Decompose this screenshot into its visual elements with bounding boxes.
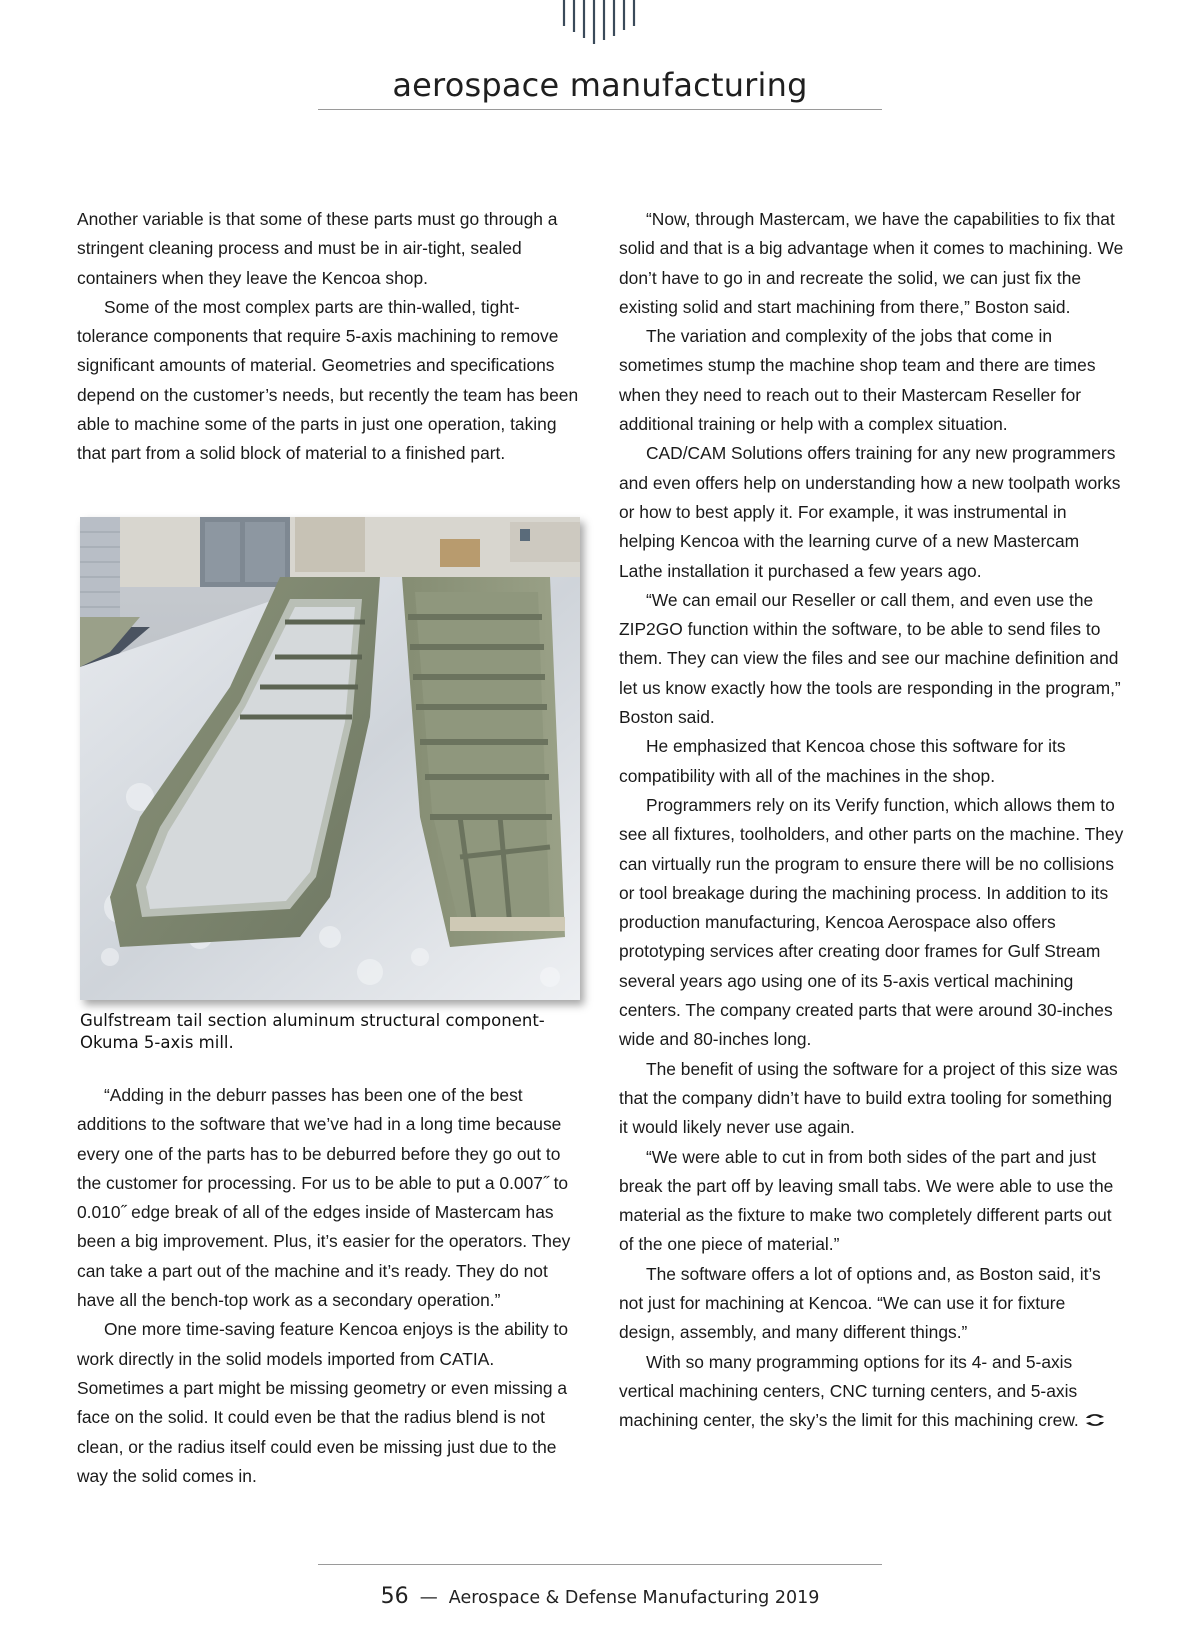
paragraph-text: With so many programming options for its 4- and 5-axis vertical machining centers, CNC turning centers, and 5-axis machining center, the sky’s the limit for this machining crew. xyxy=(619,1351,1079,1431)
left-column-bottom xyxy=(77,1081,582,1491)
right-column xyxy=(619,205,1124,1435)
paragraph: The benefit of using the software for a project of this size was that the company didn’t have to build extra tooling for something it would likely never use again. xyxy=(619,1058,1118,1138)
section-title: aerospace manufacturing xyxy=(392,66,808,104)
paragraph: Some of the most complex parts are thin-walled, tight-tolerance components that require 5-axis machining to remove significant amounts of material. Geometries and specifications depend on the customer’s needs, but recently the team has been able to machine some of the parts in just one operation, taking that part from a solid block of material to a finished part. xyxy=(77,296,579,464)
article-photo xyxy=(80,517,580,1000)
publication-name: Aerospace & Defense Manufacturing 2019 xyxy=(448,1588,820,1608)
end-of-article-icon xyxy=(1083,1412,1107,1428)
paragraph: Programmers rely on its Verify function, which allows them to see all fixtures, toolholders, and other parts on the machine. They can virtually run the program to ensure there will be no collisions or tool breakage during the machining process. In addition to its production manufacturing, Kencoa Aerospace also offers prototyping services after creating door frames for Gulf Stream several years ago using one of its 5-axis vertical machining centers. The company created parts that were around 30-inches wide and 80-inches long. xyxy=(619,794,1124,1050)
page-number: 56 xyxy=(380,1584,409,1609)
paragraph: He emphasized that Kencoa chose this software for its compatibility with all of the machines in the shop. xyxy=(619,736,1066,786)
last-paragraph xyxy=(619,1348,1124,1436)
left-column-top xyxy=(77,205,582,469)
page-footer xyxy=(0,1584,1200,1609)
paragraph: Another variable is that some of these parts must go through a stringent cleaning process and must be in air-tight, sealed containers when they leave the Kencoa shop. xyxy=(77,209,558,288)
footer-divider xyxy=(318,1564,882,1565)
figure-caption: Gulfstream tail section aluminum structural component-Okuma 5-axis mill. xyxy=(80,1011,545,1052)
footer-dash: — xyxy=(419,1587,438,1608)
paragraph: The software offers a lot of options and, as Boston said, it’s not just for machining at Kencoa. “We can use it for fixture design, assembly, and many different things.” xyxy=(619,1263,1101,1343)
paragraph: “We can email our Reseller or call them, and even use the ZIP2GO function within the software, to be able to send files to them. They can view the files and see our machine definition and let us know exactly how the tools are responding in the program,” Boston said. xyxy=(619,589,1121,728)
paragraph: The variation and complexity of the jobs that come in sometimes stump the machine shop team and there are times when they need to reach out to their Mastercam Reseller for additional training or help with a complex situation. xyxy=(619,326,1096,435)
paragraph: One more time-saving feature Kencoa enjoys is the ability to work directly in the solid models imported from CATIA. Sometimes a part might be missing geometry or even missing a face on the solid. It could even be that the radius blend is not clean, or the radius itself could even be missing just due to the way the solid comes in. xyxy=(77,1319,568,1486)
tail-section-photo-illustration xyxy=(80,517,580,1000)
paragraph: “We were able to cut in from both sides of the part and just break the part off by leaving small tabs. We were able to use the material as the fixture to make two completely different parts out of the one piece of material.” xyxy=(619,1146,1114,1255)
paragraph: “Adding in the deburr passes has been one of the best additions to the software that we’ve had in a long time because every one of the parts has to be deburred before they go out to the customer for processing. For us to be able to put a 0.007˝ to 0.010˝ edge break of all of the edges inside of Mastercam has been a big improvement. Plus, it’s easier for the operators. They can take a part out of the machine and it’s ready. They do not have all the bench-top work as a secondary operation.” xyxy=(77,1085,571,1311)
vertical-lines-decoration xyxy=(561,0,641,46)
paragraph: “Now, through Mastercam, we have the capabilities to fix that solid and that is a big advantage when it comes to machining. We don’t have to go in and recreate the solid, we can just fix the existing solid and start machining from there,” Boston said. xyxy=(619,209,1124,317)
header-divider xyxy=(318,109,882,110)
paragraph: CAD/CAM Solutions offers training for any new programmers and even offers help on understanding how a new toolpath works or how to best apply it. For example, it was instrumental in helping Kencoa with the learning curve of a new Mastercam Lathe installation it purchased a few years ago. xyxy=(619,443,1121,581)
